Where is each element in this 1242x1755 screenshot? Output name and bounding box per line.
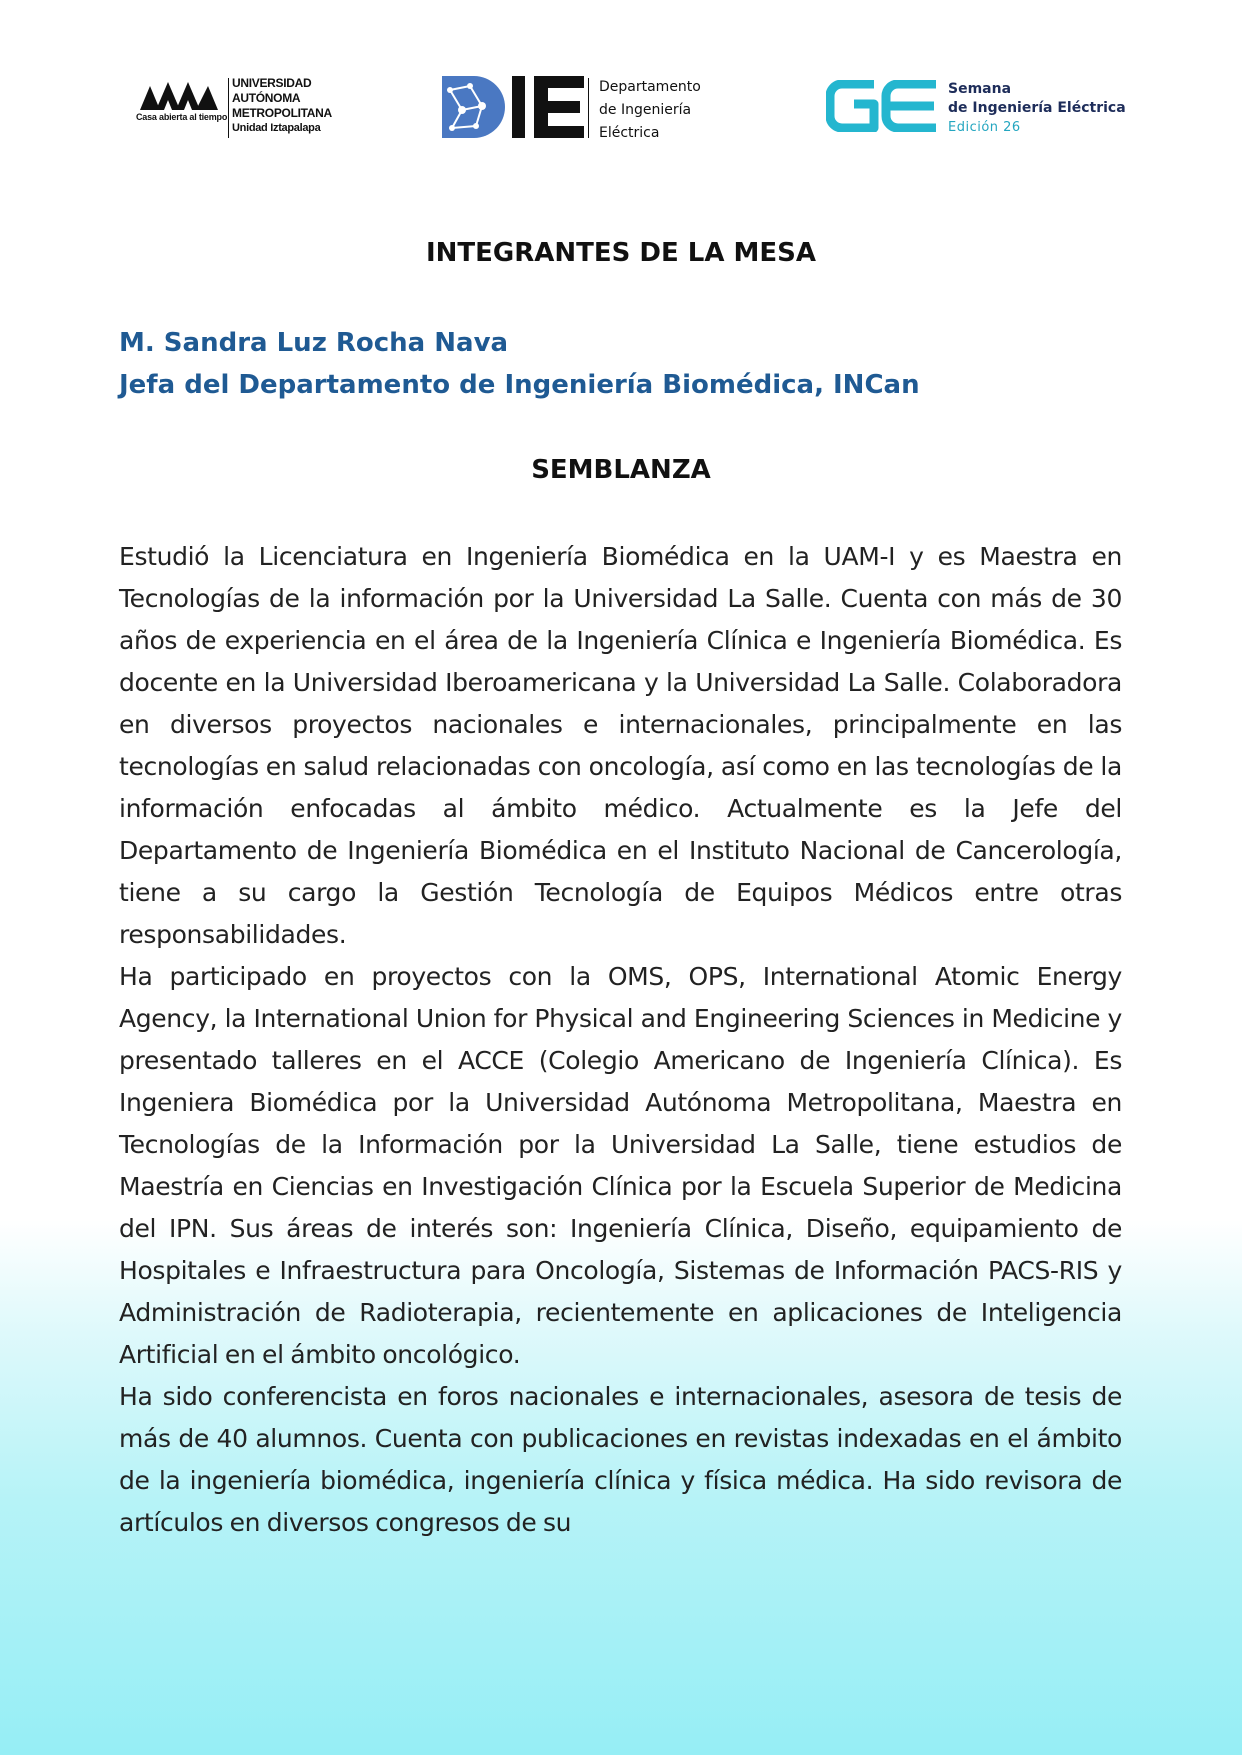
bio-paragraph-1: Estudió la Licenciatura en Ingeniería Biomédica en la UAM-I y es Maestra en Tecnologías de la información por la Universidad La Salle. Cuenta con más de 30 años de experiencia en el área de la Ingeniería Clínica e Ingeniería Biomédica. Es docente en la Universidad Iberoamericana y la Universidad La Salle. Colaboradora en diversos proyectos nacionales e internacionales, principalmente en las tecnologías en salud relacionadas con oncología, así como en las tecnologías de la información enfocadas al ámbito médico. Actualmente es la Jefe del Departamento de Ingeniería Biomédica en el Instituto Nacional de Cancerología, tiene a su cargo la Gestión Tecnología de Equipos Médicos entre otras responsabilidades.	[119, 542, 1122, 949]
sie-edition: Edición 26	[948, 120, 1021, 135]
sie-logo	[826, 80, 1126, 136]
person-role: Jefa del Departamento de Ingeniería Biomédica, INCan	[119, 370, 920, 400]
sie-emblem-icon	[826, 80, 938, 132]
die-divider	[588, 78, 589, 138]
die-line-1: Departamento	[599, 79, 701, 95]
person-name: M. Sandra Luz Rocha Nava	[119, 328, 509, 358]
uam-divider	[228, 78, 229, 138]
section-title: SEMBLANZA	[531, 455, 711, 485]
die-line-2: de Ingeniería	[599, 102, 692, 118]
uam-line-2: AUTÓNOMA	[232, 91, 301, 105]
die-wordmark	[599, 76, 701, 145]
biography	[119, 536, 1122, 1544]
die-line-3: Eléctrica	[599, 125, 660, 141]
uam-emblem-icon	[136, 76, 226, 142]
die-logo	[442, 76, 722, 142]
uam-line-4: Unidad Iztapalapa	[232, 122, 321, 134]
uam-logo	[136, 76, 348, 142]
uam-tagline: Casa abierta al tiempo	[136, 112, 228, 122]
page-heading: INTEGRANTES DE LA MESA	[425, 238, 817, 268]
bio-paragraph-3: Ha sido conferencista en foros nacionales e internacionales, asesora de tesis de más de 40 alumnos. Cuenta con publicaciones en revistas indexadas en el ámbito de la ingeniería biomédica, ingeniería clínica y física médica. Ha sido revisora de artículos en diversos congresos de su	[119, 1382, 1122, 1537]
sie-line-1: Semana	[948, 81, 1012, 97]
sie-line-2: de Ingeniería Eléctrica	[948, 100, 1126, 116]
bio-paragraph-2: Ha participado en proyectos con la OMS, OPS, International Atomic Energy Agency, la International Union for Physical and Engineering Sciences in Medicine y presentado talleres en el ACCE (Colegio Americano de Ingeniería Clínica). Es Ingeniera Biomédica por la Universidad Autónoma Metropolitana, Maestra en Tecnologías de la Información por la Universidad La Salle, tiene estudios de Maestría en Ciencias en Investigación Clínica por la Escuela Superior de Medicina del IPN. Sus áreas de interés son: Ingeniería Clínica, Diseño, equipamiento de Hospitales e Infraestructura para Oncología, Sistemas de Información PACS-RIS y Administración de Radioterapia, recientemente en aplicaciones de Inteligencia Artificial en el ámbito oncológico.	[119, 962, 1122, 1369]
die-emblem-icon	[442, 76, 584, 138]
uam-line-1: UNIVERSIDAD	[232, 76, 312, 90]
uam-wordmark	[232, 76, 332, 136]
uam-line-3: METROPOLITANA	[232, 106, 332, 120]
sie-wordmark	[948, 80, 1126, 137]
